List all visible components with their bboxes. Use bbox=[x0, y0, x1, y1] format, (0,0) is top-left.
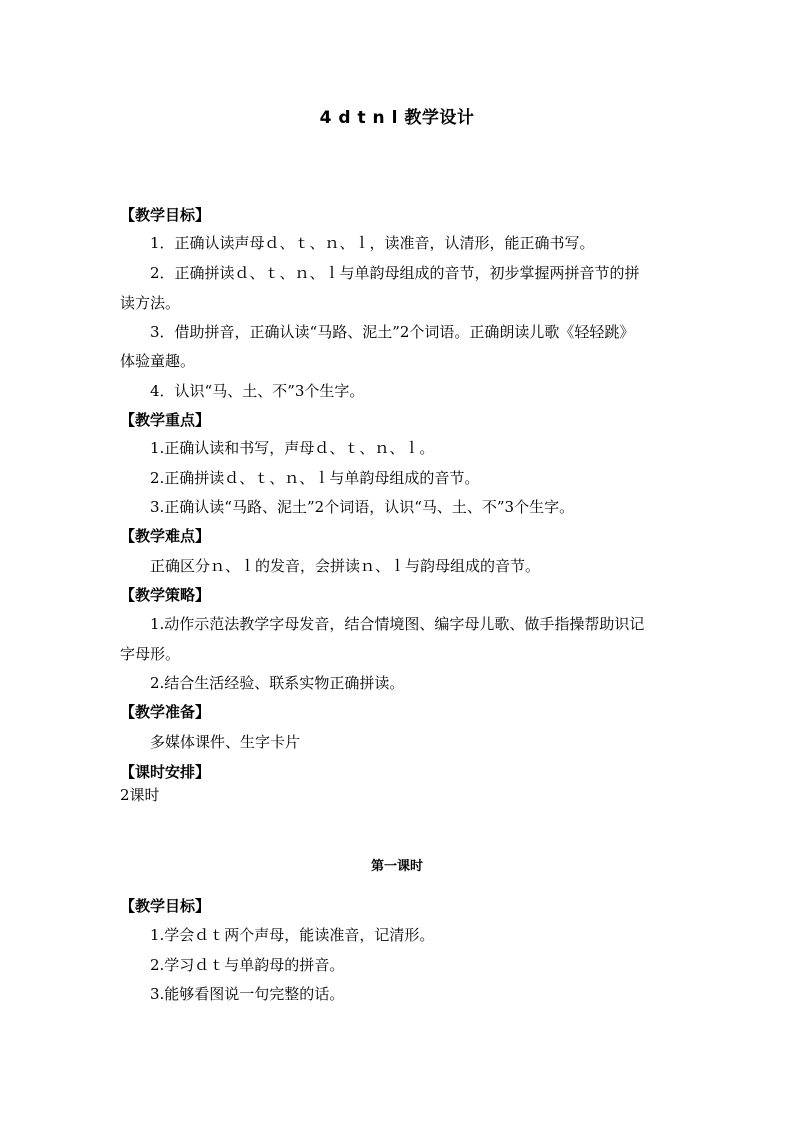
goal-item-cont: 读方法。 bbox=[120, 294, 181, 312]
goal-item: 2．正确拼读ｄ、ｔ、ｎ、ｌ与单韵母组成的音节，初步掌握两拼音节的拼 bbox=[150, 264, 640, 282]
schedule-text: 2课时 bbox=[120, 786, 160, 804]
lesson1-goal-item: 2.学习ｄｔ与单韵母的拼音。 bbox=[150, 956, 345, 974]
goals-heading: 【教学目标】 bbox=[120, 206, 211, 224]
lesson1-title: 第一课时 bbox=[370, 859, 423, 874]
goal-item: 3．借助拼音，正确认读“马路、泥土”2个词语。正确朗读儿歌《轻轻跳》 bbox=[150, 323, 635, 341]
prep-text: 多媒体课件、生字卡片 bbox=[150, 733, 301, 751]
lesson1-goals-heading: 【教学目标】 bbox=[120, 897, 211, 915]
strategy-item: 1.动作示范法教学字母发音，结合情境图、编字母儿歌、做手指操帮助识记 bbox=[150, 615, 645, 633]
lesson1-goal-item: 3.能够看图说一句完整的话。 bbox=[150, 985, 345, 1003]
prep-heading: 【教学准备】 bbox=[120, 703, 211, 721]
difficulty-text: 正确区分ｎ、ｌ的发音，会拼读ｎ、ｌ与韵母组成的音节。 bbox=[150, 557, 541, 575]
document-title: 4 d t n l 教学设计 bbox=[319, 108, 475, 128]
goal-item-cont: 体验童趣。 bbox=[120, 352, 196, 370]
key-item: 1.正确认读和书写，声母ｄ、ｔ、ｎ、ｌ。 bbox=[150, 439, 435, 457]
strategy-item-cont: 字母形。 bbox=[120, 645, 181, 663]
schedule-heading: 【课时安排】 bbox=[120, 763, 211, 781]
strategy-item: 2.结合生活经验、联系实物正确拼读。 bbox=[150, 674, 405, 692]
goal-item: 1．正确认读声母ｄ、ｔ、ｎ、ｌ，读准音，认清形，能正确书写。 bbox=[150, 234, 595, 252]
difficulty-heading: 【教学难点】 bbox=[120, 527, 211, 545]
lesson1-goal-item: 1.学会ｄｔ两个声母，能读准音，记清形。 bbox=[150, 926, 435, 944]
strategy-heading: 【教学策略】 bbox=[120, 586, 211, 604]
key-item: 2.正确拼读ｄ、ｔ、ｎ、ｌ与单韵母组成的音节。 bbox=[150, 469, 480, 487]
key-item: 3.正确认读“马路、泥土”2个词语，认识“马、土、不”3个生字。 bbox=[150, 498, 575, 516]
key-heading: 【教学重点】 bbox=[120, 411, 211, 429]
goal-item: 4．认识“马、土、不”3个生字。 bbox=[150, 382, 365, 400]
